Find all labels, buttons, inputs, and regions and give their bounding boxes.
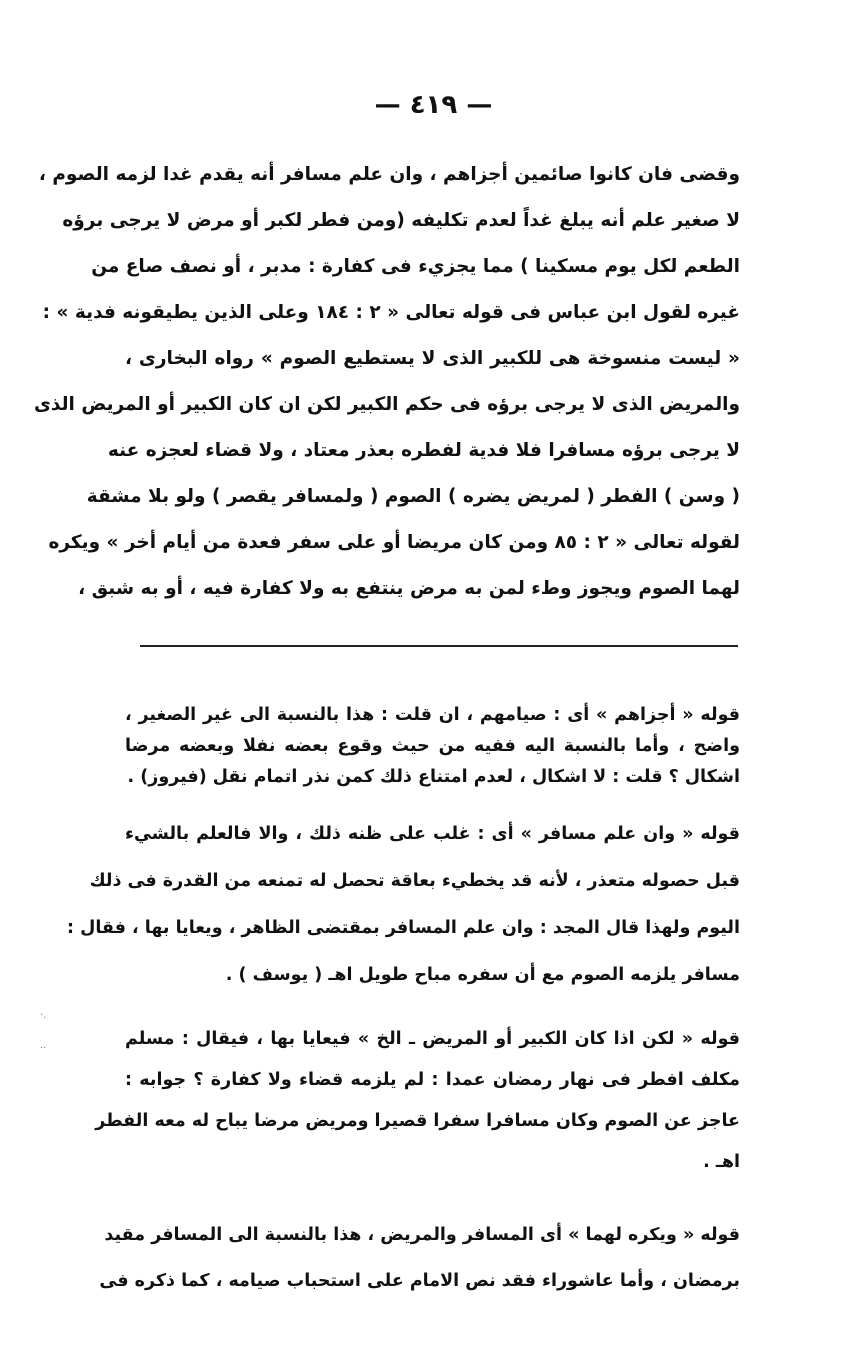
footnote-line: قوله « وان علم مسافر » أى : غلب على ظنه ذلك ، والا فالعلم بالشيء [125,824,740,844]
footnote-line: قبل حصوله متعذر ، لأنه قد يخطيء بعاقة تحصل له تمنعه من القدرة فى ذلك [89,871,740,891]
footnote-line: اشكال ؟ قلت : لا اشكال ، لعدم امتناع ذلك كمن نذر اتمام نقل (فيروز) . [127,767,740,787]
main-text-line: لا صغير علم أنه يبلغ غداً لعدم تكليفه (ومن فطر لكبر أو مرض لا يرجى برؤه [62,210,740,231]
footnote-divider [140,645,738,647]
main-text-line: « ليست منسوخة هى للكبير الذى لا يستطيع الصوم » رواه البخارى ، [125,348,740,369]
main-text-line: غيره لقول ابن عباس فى قوله تعالى « ٢ : ١٨٤ وعلى الذين يطيقونه فدية » : [42,302,740,323]
main-text-line: ( وسن ) الفطر ( لمريض يضره ) الصوم ( ولمسافر يقصر ) ولو بلا مشقة [86,486,740,507]
main-text-line: والمريض الذى لا يرجى برؤه فى حكم الكبير لكن ان كان الكبير أو المريض الذى [33,394,740,415]
footnote-line: مسافر يلزمه الصوم مع أن سفره مباح طويل اهـ ( يوسف ) . [225,965,740,985]
footnote-line: قوله « لكن اذا كان الكبير أو المريض ـ الخ » فيعايا بها ، فيقال : مسلم [125,1029,740,1049]
page-number: — ٤١٩ — [374,90,493,120]
main-text-line: لا يرجى برؤه مسافرا فلا فدية لفطره بعذر معتاد ، ولا قضاء لعجزه عنه [107,440,740,461]
footnote-wa-in-alima-musafir [67,811,740,999]
scan-speck: ·. [40,1010,47,1021]
main-text-line: لقوله تعالى « ٢ : ٨٥ ومن كان مريضا أو على سفر فعدة من أيام أخر » ويكره [48,532,740,553]
scan-speck: .. [40,1040,47,1051]
footnote-line: مكلف افطر فى نهار رمضان عمدا : لم يلزمه قضاء ولا كفارة ؟ جوابه : [125,1070,740,1090]
footnote-line: اليوم ولهذا قال المجد : وان علم المسافر بمقتضى الظاهر ، ويعايا بها ، فقال : [67,918,740,938]
footnote-line: قوله « ويكره لهما » أى المسافر والمريض ، هذا بالنسبة الى المسافر مقيد [104,1225,740,1245]
main-text-line: الطعم لكل يوم مسكينا ) مما يجزيء فى كفارة : مدبر ، أو نصف صاع من [91,256,740,277]
footnote-line: عاجز عن الصوم وكان مسافرا سفرا قصيرا ومريض مرضا يباح له معه الفطر [95,1111,740,1131]
main-text-line: وقضى فان كانوا صائمين أجزاهم ، وان علم مسافر أنه يقدم غدا لزمه الصوم ، [38,164,740,185]
footnote-line: برمضان ، وأما عاشوراء فقد نص الامام على استحباب صيامه ، كما ذكره فى [99,1271,740,1291]
footnote-line: قوله « أجزاهم » أى : صيامهم ، ان قلت : هذا بالنسبة الى غير الصغير ، [125,705,740,725]
main-text-line: لهما الصوم ويجوز وطء لمن به مرض ينتفع به ولا كفارة فيه ، أو به شبق ، [78,578,740,599]
main-text-block [33,152,740,612]
footnote-wa-yukrahu-lahuma [99,1212,740,1304]
footnote-line: اهـ . [703,1152,740,1172]
footnote-ajzahum [125,700,740,793]
footnote-lakin-idha-kana [95,1019,740,1183]
footnote-line: واضح ، وأما بالنسبة اليه ففيه من حيث وقوع بعضه نفلا وبعضه مرضا [125,736,740,756]
